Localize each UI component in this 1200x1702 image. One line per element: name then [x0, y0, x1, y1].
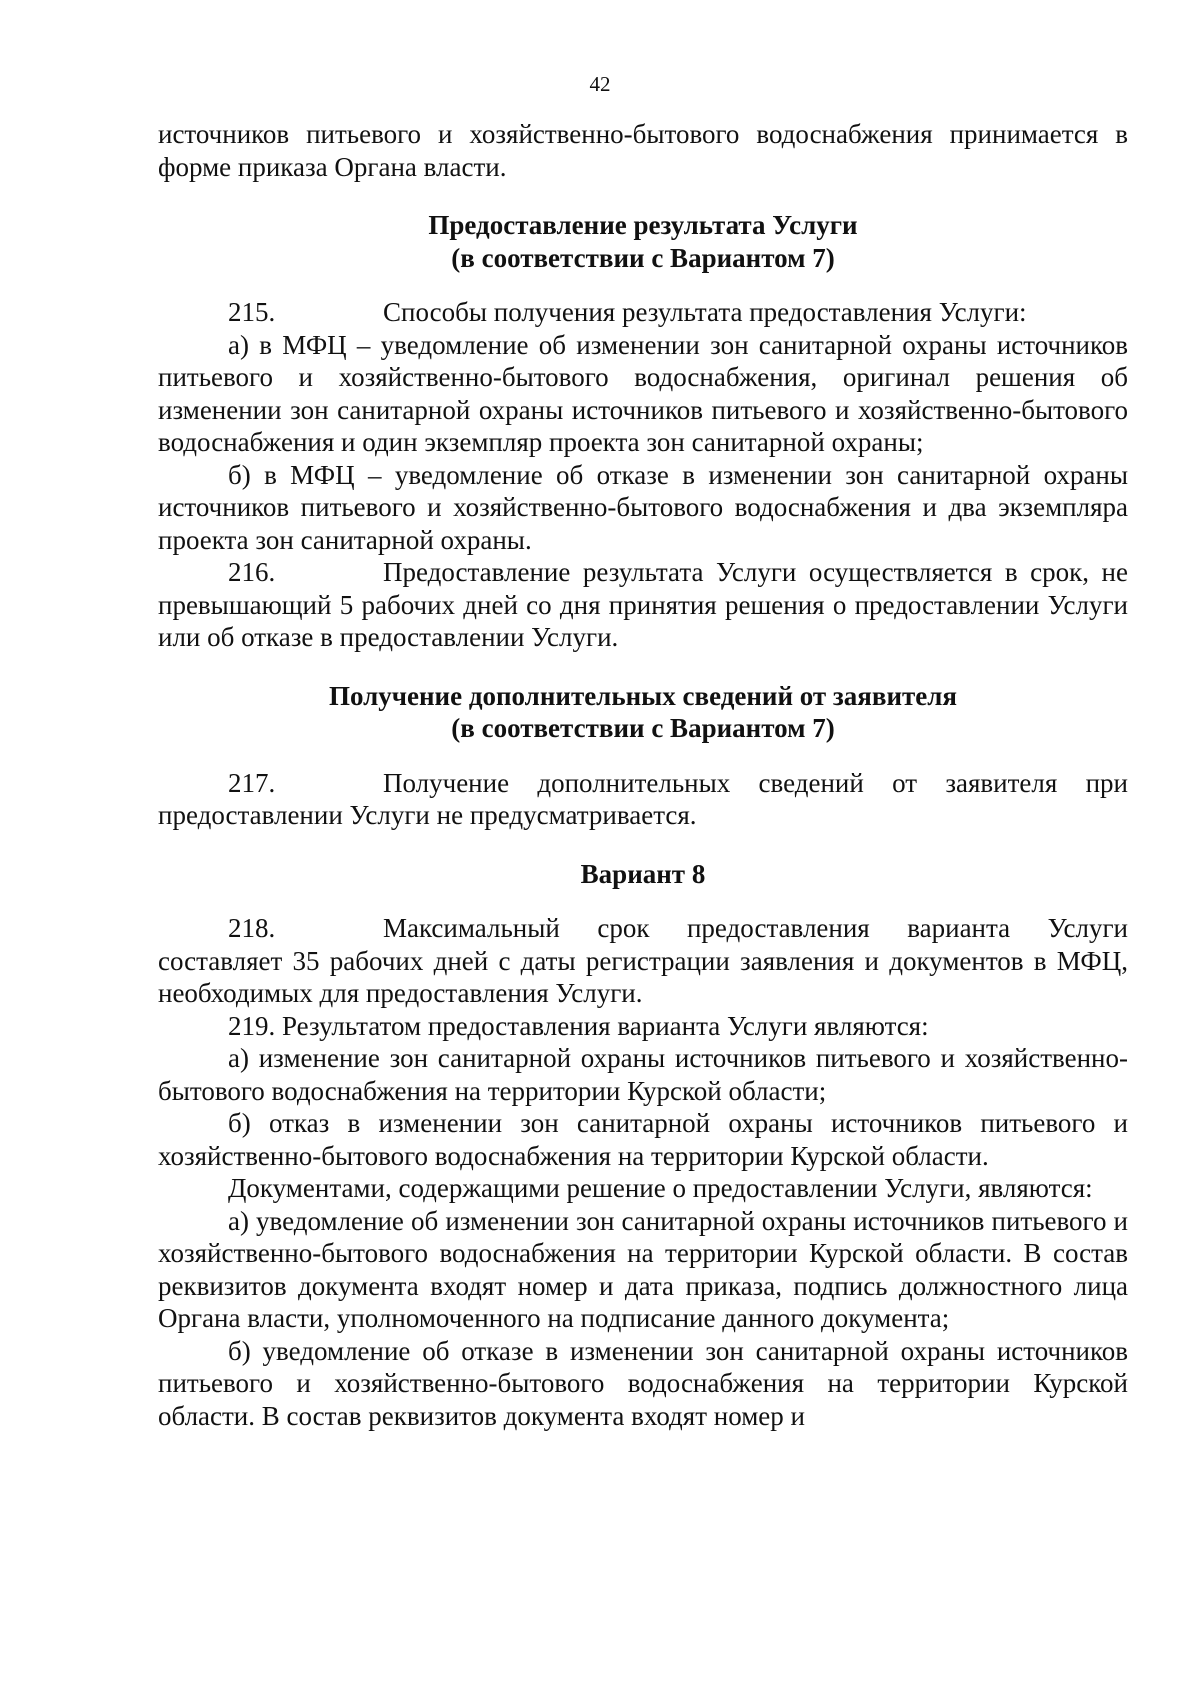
- section-heading-result-line1: Предоставление результата Услуги: [428, 210, 858, 240]
- spacer: [158, 832, 1128, 858]
- document-body: [158, 118, 1128, 1432]
- documents-item-a: а) уведомление об изменении зон санитарной охраны источников питьевого и хозяйственно-бытового водоснабжения на территории Курской области. В состав реквизитов документа входят номер и дата приказа, подпись должностного лица Органа власти, уполномоченного на подписание данного документа;: [158, 1205, 1128, 1333]
- page-number: 42: [589, 72, 611, 96]
- spacer: [158, 654, 1128, 680]
- paragraph-219-b: б) отказ в изменении зон санитарной охраны источников питьевого и хозяйственно-бытового водоснабжения на территории Курской области.: [158, 1108, 1128, 1171]
- spacer: [158, 183, 1128, 209]
- paragraph-219: 219. Результатом предоставления варианта Услуги являются:: [228, 1010, 929, 1041]
- paragraph-215-text: Способы получения результата предоставления Услуги:: [383, 297, 1027, 327]
- paragraph-number-218: 218.: [228, 913, 276, 943]
- section-heading-variant-8: Вариант 8: [580, 858, 706, 889]
- paragraph-219-a: а) изменение зон санитарной охраны источников питьевого и хозяйственно-бытового водоснабжения на территории Курской области;: [158, 1043, 1128, 1106]
- paragraph-218-text: Максимальный срок предоставления варианта Услуги составляет 35 рабочих дней с даты регистрации заявления и документов в МФЦ, необходимых для предоставления Услуги.: [158, 913, 1128, 1008]
- paragraph-217: [158, 767, 1128, 832]
- paragraph-number-215: 215.: [228, 297, 276, 327]
- section-heading-additional-info-line1: Получение дополнительных сведений от заявителя: [328, 680, 958, 711]
- section-heading-additional-info-line2: (в соответствии с Вариантом 7): [451, 713, 835, 743]
- spacer: [158, 745, 1128, 767]
- section-heading-result-line2: (в соответствии с Вариантом 7): [451, 242, 835, 273]
- spacer: [158, 274, 1128, 296]
- paragraph-218: [158, 912, 1128, 1010]
- documents-item-b: б) уведомление об отказе в изменении зон санитарной охраны источников питьевого и хозяйственно-бытового водоснабжения на территории Курской области. В состав реквизитов документа входят номер и: [158, 1335, 1128, 1431]
- paragraph-217-text: Получение дополнительных сведений от заявителя при предоставлении Услуги не предусматривается.: [158, 767, 1128, 830]
- paragraph-215-a: а) в МФЦ – уведомление об изменении зон санитарной охраны источников питьевого и хозяйственно-бытового водоснабжения, оригинал решения об изменении зон санитарной охраны источников питьевого и хозяйственно-бытового водоснабжения и один экземпляр проекта зон санитарной охраны;: [158, 329, 1128, 457]
- spacer: [158, 890, 1128, 912]
- intro-paragraph: источников питьевого и хозяйственно-бытового водоснабжения принимается в форме приказа Органа власти.: [158, 119, 1128, 182]
- paragraph-number-216: 216.: [228, 557, 276, 587]
- paragraph-216: [158, 556, 1128, 654]
- paragraph-215: [158, 296, 1128, 329]
- documents-intro: Документами, содержащими решение о предоставлении Услуги, являются:: [228, 1173, 1093, 1203]
- paragraph-number-217: 217.: [228, 767, 276, 798]
- paragraph-215-b: б) в МФЦ – уведомление об отказе в изменении зон санитарной охраны источников питьевого и хозяйственно-бытового водоснабжения и два экземпляра проекта зон санитарной охраны.: [158, 459, 1128, 555]
- paragraph-216-text: Предоставление результата Услуги осуществляется в срок, не превышающий 5 рабочих дней со дня принятия решения о предоставлении Услуги или об отказе в предоставлении Услуги.: [158, 557, 1128, 652]
